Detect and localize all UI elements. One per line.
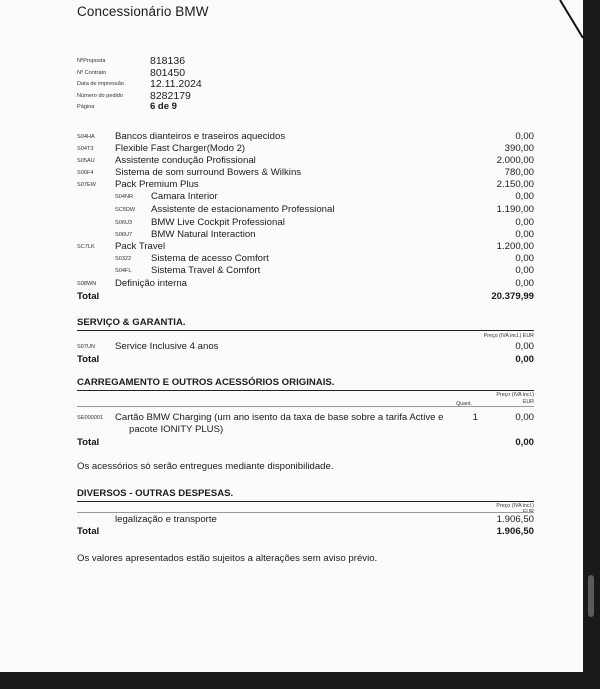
list-item [77, 253, 534, 265]
meta-value: 8282179 [150, 89, 191, 102]
list-item [77, 131, 534, 143]
meta-value: 801450 [150, 66, 186, 79]
item-amount: 0,00 [515, 278, 534, 289]
item-description: Cartão BMW Charging (um ano isento da taxa de base sobre a tarifa Active e [115, 412, 444, 423]
list-item [77, 143, 534, 155]
item-code: S04NR [115, 194, 134, 200]
quantity-column-header: Quant. [456, 401, 472, 407]
divider [77, 406, 534, 407]
item-code: S04T3 [77, 146, 94, 152]
item-amount: 0,00 [515, 191, 534, 202]
item-amount: 0,00 [515, 217, 534, 228]
list-item [77, 191, 534, 203]
item-code: S06F4 [77, 170, 94, 176]
total-value: 20.379,99 [491, 291, 534, 302]
list-item [77, 278, 534, 290]
item-amount: 780,00 [504, 167, 534, 178]
item-code: SC7LK [77, 244, 95, 250]
item-code: S07UN [77, 344, 96, 350]
total-label: Total [77, 291, 100, 302]
section-title-servico: SERVIÇO & GARANTIA. [77, 317, 534, 331]
total-row [77, 354, 534, 366]
list-item [77, 229, 534, 241]
item-code: S04FL [115, 268, 132, 274]
total-value: 0,00 [515, 354, 534, 365]
item-description: legalização e transporte [115, 514, 217, 525]
meta-label: NºProposta [77, 58, 106, 64]
currency-header: EUR [522, 509, 534, 515]
item-code: SE000001 [77, 415, 104, 421]
total-row [77, 526, 534, 538]
item-amount: 1.190,00 [496, 204, 534, 215]
meta-label: Data de impressão [77, 81, 124, 88]
meta-label: Página [77, 104, 95, 111]
scrollbar[interactable] [588, 575, 594, 617]
list-item [77, 179, 534, 191]
item-code: S05AU [77, 158, 95, 164]
item-code: S06U7 [115, 232, 133, 238]
disclaimer-note: Os valores apresentados estão sujeitos a alterações sem aviso prévio. [77, 553, 378, 564]
item-amount: 2.000,00 [496, 155, 534, 166]
meta-value: 12.11.2024 [150, 78, 202, 91]
item-description: Service Inclusive 4 anos [115, 341, 219, 352]
price-head-row [77, 392, 534, 407]
item-amount: 0,00 [515, 412, 534, 423]
meta-label: Nº Contrato [77, 69, 107, 76]
list-item [77, 514, 534, 526]
item-code: S07EW [77, 182, 96, 188]
availability-note: Os acessórios só serão entregues mediante disponibilidade. [77, 461, 334, 472]
item-description: Definição interna [115, 278, 187, 289]
item-quantity: 1 [472, 412, 478, 423]
item-code: SC5DW [115, 207, 136, 213]
price-column-header: Preço (IVA incl.) EUR [483, 333, 534, 339]
item-description: Assistente de estacionamento Professional [151, 204, 335, 215]
item-amount: 390,00 [504, 143, 534, 154]
total-row [77, 291, 534, 303]
item-description: Camara Interior [151, 191, 218, 202]
corner-line-icon [540, 0, 585, 40]
price-column-header: Preço (IVA incl.) [496, 392, 534, 398]
meta-value: 818136 [150, 55, 186, 67]
list-item [77, 412, 534, 424]
item-description: Bancos dianteiros e traseiros aquecidos [115, 131, 286, 142]
list-item [77, 265, 534, 277]
meta-label: Número do pedido [77, 92, 124, 99]
item-amount: 0,00 [515, 341, 534, 352]
item-description-continued: pacote IONITY PLUS) [129, 424, 224, 435]
item-description: Sistema de som surround Bowers & Wilkins [115, 167, 302, 178]
total-value: 1.906,50 [496, 526, 534, 537]
item-code: S04HA [77, 134, 95, 140]
section-title-carregamento: CARREGAMENTO E OUTROS ACESSÓRIOS ORIGINAIS. [77, 377, 534, 391]
item-description: Sistema de acesso Comfort [151, 253, 269, 264]
item-code: S06U3 [115, 220, 133, 226]
page-title: Concessionário BMW [77, 4, 209, 19]
divider [77, 512, 534, 513]
total-value: 0,00 [515, 437, 534, 448]
total-row [77, 437, 534, 449]
item-description: Pack Premium Plus [115, 179, 199, 190]
item-description: Pack Travel [115, 241, 166, 252]
total-label: Total [77, 354, 100, 365]
list-item [77, 341, 534, 353]
price-column-header: Preço (IVA incl.) [496, 503, 534, 509]
item-amount: 0,00 [515, 229, 534, 240]
meta-value: 6 de 9 [150, 101, 177, 113]
section-title-diversos: DIVERSOS - OUTRAS DESPESAS. [77, 488, 534, 502]
item-amount: 0,00 [515, 265, 534, 276]
item-description: Flexible Fast Charger(Modo 2) [115, 143, 246, 154]
item-code: S08WN [77, 281, 97, 287]
item-description: BMW Live Cockpit Professional [151, 217, 285, 228]
item-amount: 0,00 [515, 253, 534, 264]
list-item-continuation [77, 424, 534, 436]
list-item [77, 167, 534, 179]
currency-header: EUR [522, 399, 534, 405]
list-item [77, 217, 534, 229]
item-description: Assistente condução Profissional [115, 155, 256, 166]
total-label: Total [77, 437, 100, 448]
item-amount: 1.200,00 [496, 241, 534, 252]
item-amount: 0,00 [515, 131, 534, 142]
item-amount: 2.150,00 [496, 179, 534, 190]
list-item [77, 204, 534, 216]
total-label: Total [77, 526, 100, 537]
item-code: S0322 [115, 256, 132, 262]
item-description: BMW Natural Interaction [151, 229, 256, 240]
item-description: Sistema Travel & Comfort [151, 265, 261, 276]
item-amount: 1.906,50 [496, 514, 534, 525]
list-item [77, 155, 534, 167]
list-item [77, 241, 534, 253]
